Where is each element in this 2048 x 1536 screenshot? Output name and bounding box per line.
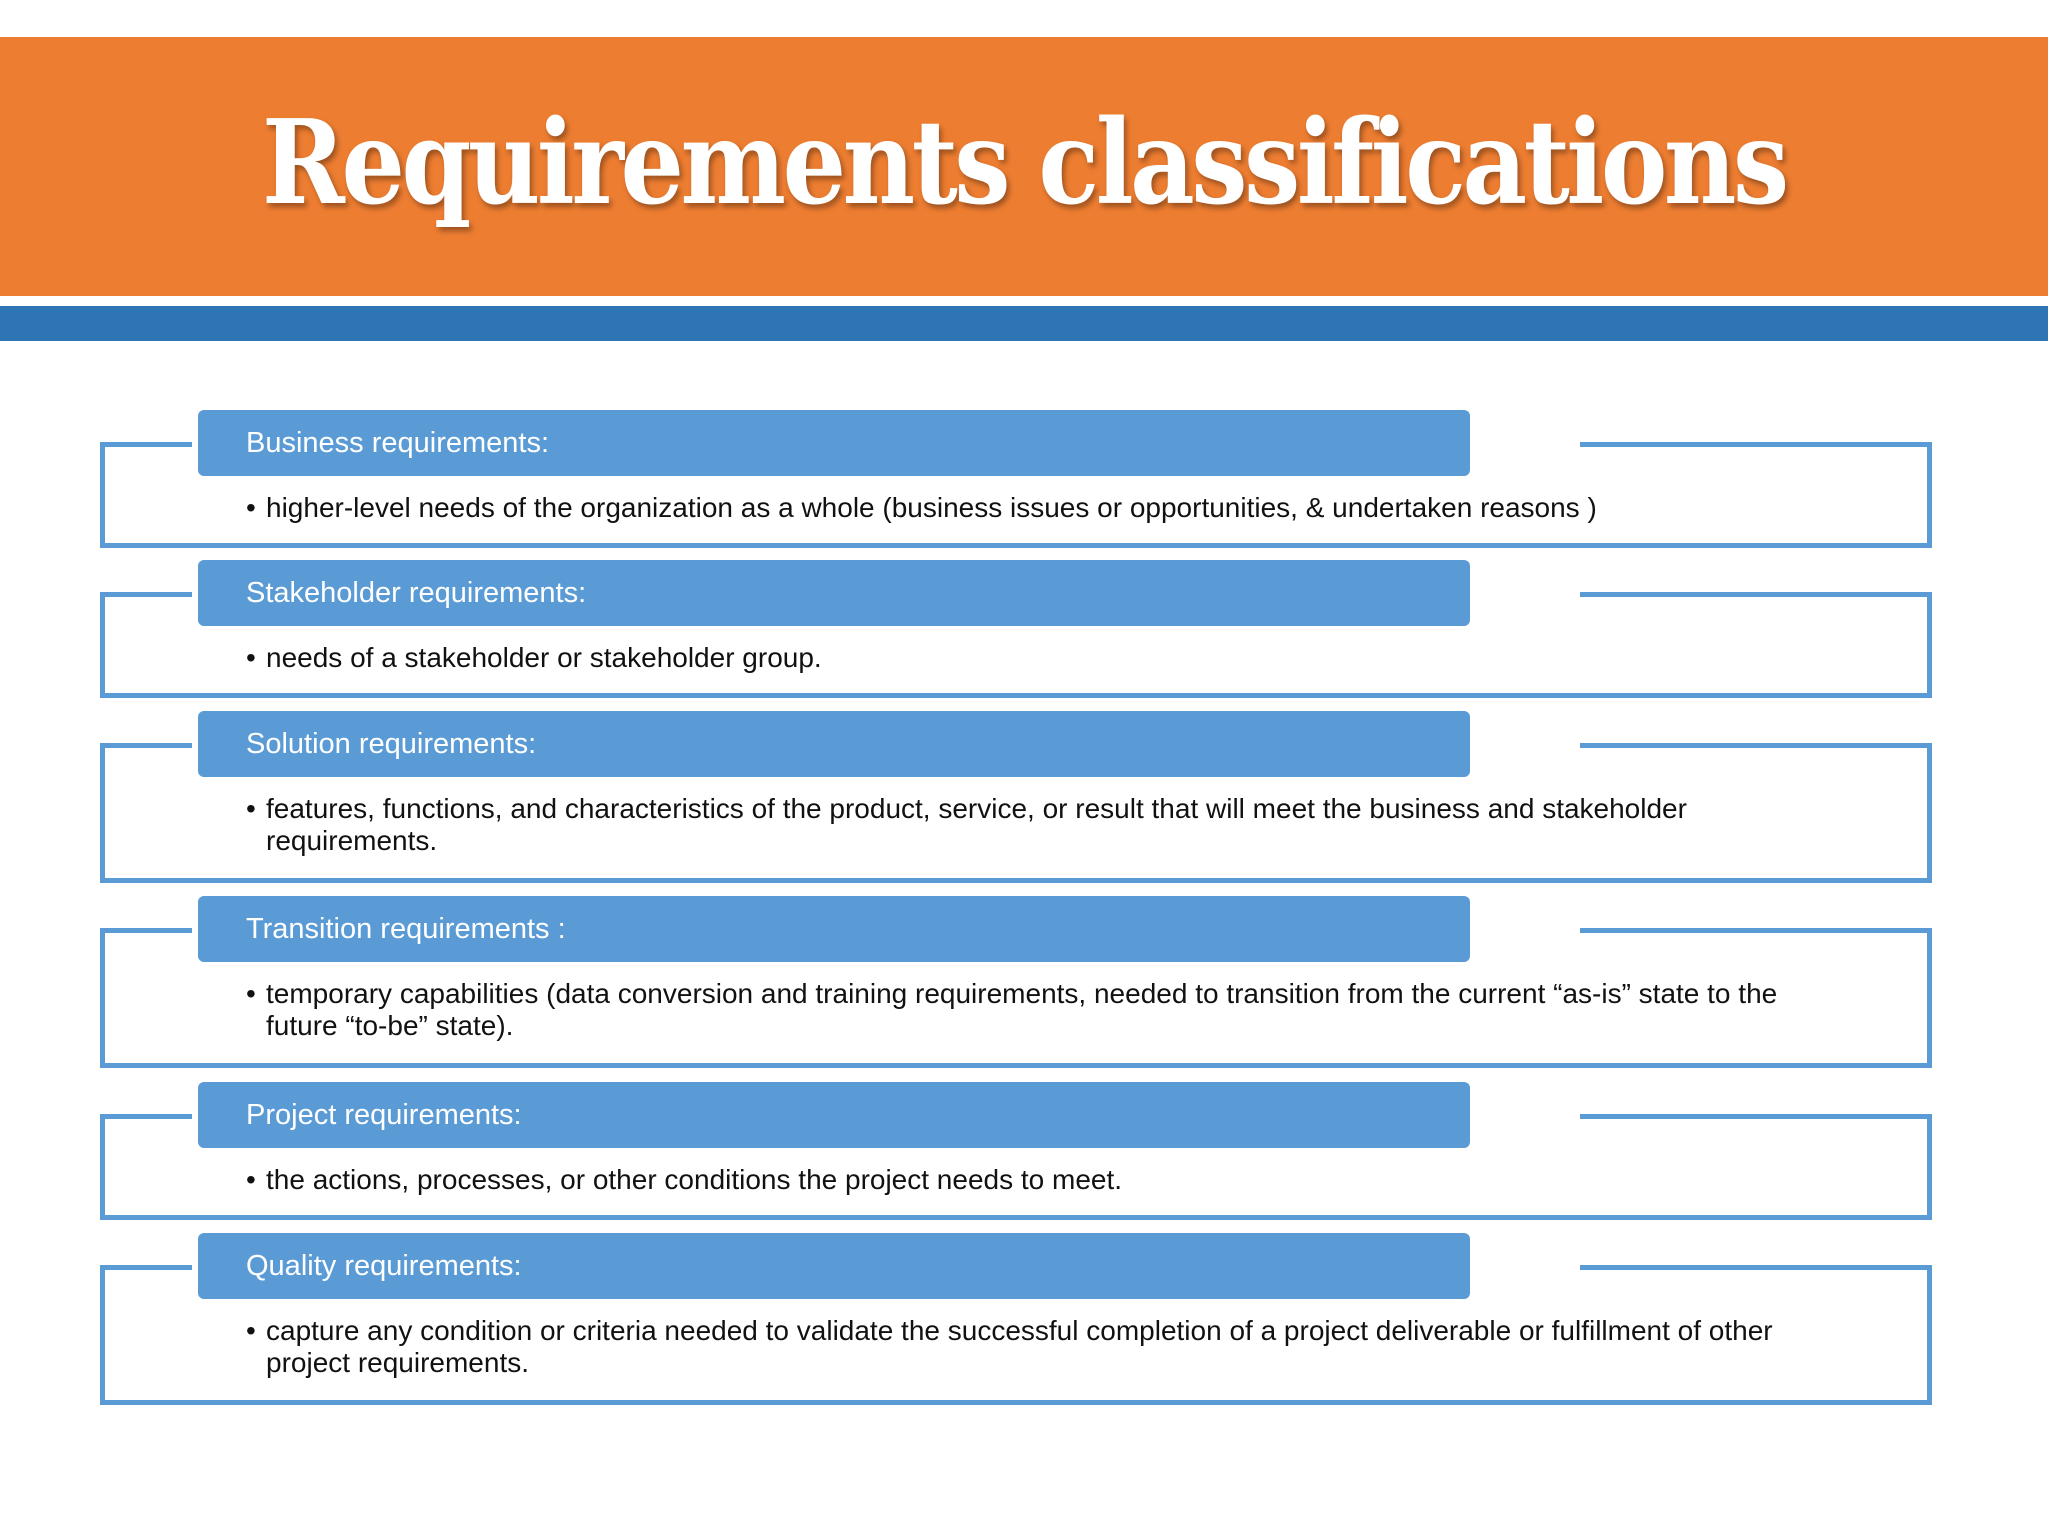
requirement-description — [246, 1164, 1806, 1196]
requirement-description — [246, 492, 1806, 524]
requirement-description — [246, 793, 1806, 857]
bullet-dot-icon: • — [246, 978, 256, 1009]
requirement-text-project: the actions, processes, or other conditions the project needs to meet. — [266, 1164, 1123, 1195]
blue-divider — [0, 306, 2048, 341]
requirement-heading-solution: Solution requirements: — [198, 711, 1470, 777]
slide-title: Requirements classifications — [262, 94, 1786, 231]
requirement-text-stakeholder: needs of a stakeholder or stakeholder group. — [266, 642, 822, 673]
bullet-dot-icon: • — [246, 793, 256, 824]
requirement-text-quality: capture any condition or criteria needed to validate the successful completion of a project deliverable or fulfillment of other project requirements. — [266, 1315, 1773, 1378]
bullet-dot-icon: • — [246, 642, 256, 673]
requirement-description — [246, 978, 1806, 1042]
requirement-block-stakeholder — [100, 560, 1932, 698]
requirement-text-transition: temporary capabilities (data conversion and training requirements, needed to transition from the current “as-is” state to the future “to-be” state). — [266, 978, 1778, 1041]
requirement-block-business — [100, 410, 1932, 548]
requirement-block-solution — [100, 711, 1932, 883]
bullet-dot-icon: • — [246, 1164, 256, 1195]
requirement-heading-transition: Transition requirements : — [198, 896, 1470, 962]
requirement-block-project — [100, 1082, 1932, 1220]
requirement-block-transition — [100, 896, 1932, 1068]
requirement-text-solution: features, functions, and characteristics of the product, service, or result that will meet the business and stakeholder requirements. — [266, 793, 1687, 856]
requirement-description — [246, 1315, 1806, 1379]
title-band — [0, 37, 2048, 296]
requirement-block-quality — [100, 1233, 1932, 1405]
requirement-heading-quality: Quality requirements: — [198, 1233, 1470, 1299]
bullet-dot-icon: • — [246, 1315, 256, 1346]
requirement-description — [246, 642, 1806, 674]
bullet-dot-icon: • — [246, 492, 256, 523]
requirement-text-business: higher-level needs of the organization as a whole (business issues or opportunities, & undertaken reasons ) — [266, 492, 1597, 523]
requirement-heading-project: Project requirements: — [198, 1082, 1470, 1148]
requirements-list — [100, 410, 1932, 1450]
requirement-heading-business: Business requirements: — [198, 410, 1470, 476]
requirement-heading-stakeholder: Stakeholder requirements: — [198, 560, 1470, 626]
